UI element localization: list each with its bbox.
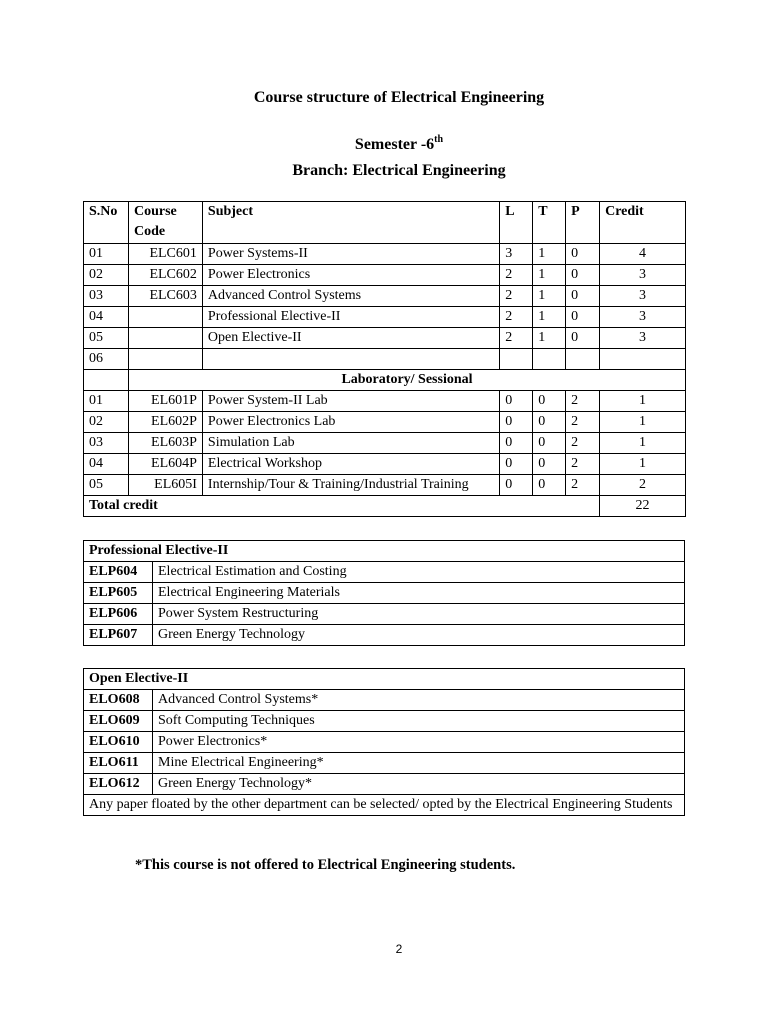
cell-code [128,307,202,328]
theory-row [84,349,686,370]
cell-credit: 3 [600,286,686,307]
cell-t: 1 [533,307,566,328]
cell-t: 0 [533,391,566,412]
professional-elective-rows [84,562,685,646]
open-elective-table [83,668,685,816]
cell-credit: 4 [600,244,686,265]
course-table [83,201,686,517]
lab-row [84,433,686,454]
theory-row [84,244,686,265]
cell-sno: 02 [84,412,129,433]
cell-l: 0 [500,475,533,496]
header-sno: S.No [84,202,129,244]
elective-row [84,583,685,604]
cell-credit: 3 [600,265,686,286]
page-title: Course structure of Electrical Engineering [253,89,545,106]
elective-row [84,690,685,711]
elective-row [84,711,685,732]
cell-credit [600,349,686,370]
cell-t: 1 [533,265,566,286]
elective-code: ELP604 [84,562,153,583]
open-elective-footer: Any paper floated by the other department can be selected/ opted by the Electrical Engineering Students [84,795,685,816]
cell-p: 2 [566,454,600,475]
elective-name: Electrical Estimation and Costing [153,562,685,583]
cell-t [533,349,566,370]
header-code-line-2: Code [133,224,166,239]
elective-code: ELO610 [84,732,153,753]
total-credit-label: Total credit [84,496,600,517]
cell-subject: Power System-II Lab [202,391,499,412]
cell-l: 0 [500,391,533,412]
elective-row [84,753,685,774]
lab-heading: Laboratory/ Sessional [128,370,685,391]
cell-credit: 1 [600,412,686,433]
cell-p: 0 [566,286,600,307]
total-credit-value: 22 [600,496,686,517]
cell-sno: 01 [84,244,129,265]
theory-row [84,328,686,349]
header-t: T [533,202,566,244]
elective-code: ELO609 [84,711,153,732]
cell-code: EL602P [128,412,202,433]
lab-row [84,412,686,433]
cell-l: 0 [500,454,533,475]
cell-p [566,349,600,370]
cell-sno: 04 [84,454,129,475]
cell-code: ELC603 [128,286,202,307]
cell-l: 2 [500,265,533,286]
cell-subject: Power Electronics Lab [202,412,499,433]
cell-t: 0 [533,412,566,433]
cell-code: ELC602 [128,265,202,286]
elective-row [84,562,685,583]
cell-code [128,349,202,370]
elective-name: Green Energy Technology* [153,774,685,795]
cell-code: EL601P [128,391,202,412]
elective-name: Power Electronics* [153,732,685,753]
open-elective-heading: Open Elective-II [84,669,685,690]
cell-p: 0 [566,244,600,265]
cell-subject [202,349,499,370]
cell-subject: Electrical Workshop [202,454,499,475]
lab-rows [84,391,686,496]
cell-t: 1 [533,286,566,307]
cell-p: 2 [566,391,600,412]
cell-credit: 3 [600,328,686,349]
cell-subject: Internship/Tour & Training/Industrial Training [202,475,499,496]
cell-code: ELC601 [128,244,202,265]
cell-l: 2 [500,286,533,307]
cell-code: EL604P [128,454,202,475]
elective-name: Electrical Engineering Materials [153,583,685,604]
cell-sno: 04 [84,307,129,328]
semester-superscript: th [434,133,444,145]
table-header-row [84,202,686,244]
cell-l: 3 [500,244,533,265]
cell-subject: Power Systems-II [202,244,499,265]
lab-row [84,391,686,412]
elective-name: Green Energy Technology [153,625,685,646]
cell-credit: 2 [600,475,686,496]
elective-code: ELP605 [84,583,153,604]
open-elective-footer-row [84,795,685,816]
elective-code: ELP607 [84,625,153,646]
header-code-line-1: Course [133,204,177,219]
cell-credit: 1 [600,454,686,475]
cell-p: 0 [566,265,600,286]
theory-rows [84,244,686,370]
cell-code: EL603P [128,433,202,454]
elective-name: Power System Restructuring [153,604,685,625]
cell-subject: Simulation Lab [202,433,499,454]
cell-p: 2 [566,433,600,454]
header-p: P [566,202,600,244]
cell-sno: 06 [84,349,129,370]
elective-code: ELO608 [84,690,153,711]
elective-code: ELO611 [84,753,153,774]
cell-sno: 03 [84,286,129,307]
cell-l: 2 [500,328,533,349]
branch-heading: Branch: Electrical Engineering [292,162,506,179]
professional-elective-heading-row [84,541,685,562]
cell-l: 0 [500,412,533,433]
open-elective-rows [84,690,685,795]
semester-label: Semester -6 [354,136,435,153]
cell-t: 1 [533,328,566,349]
header-l: L [500,202,533,244]
cell-l [500,349,533,370]
cell-sno: 05 [84,475,129,496]
theory-row [84,307,686,328]
elective-row [84,625,685,646]
elective-row [84,774,685,795]
footnote: *This course is not offered to Electrical Engineering students. [135,857,516,873]
header-subject: Subject [202,202,499,244]
cell-code: EL605I [128,475,202,496]
cell-t: 1 [533,244,566,265]
cell-p: 0 [566,328,600,349]
cell-l: 2 [500,307,533,328]
header-course-code [128,202,202,244]
cell-p: 2 [566,412,600,433]
theory-row [84,286,686,307]
professional-elective-heading: Professional Elective-II [84,541,685,562]
cell-sno: 03 [84,433,129,454]
cell-p: 2 [566,475,600,496]
cell-t: 0 [533,454,566,475]
lab-row [84,454,686,475]
cell-p: 0 [566,307,600,328]
semester-heading [0,133,768,154]
cell-subject: Open Elective-II [202,328,499,349]
elective-code: ELO612 [84,774,153,795]
cell-credit: 3 [600,307,686,328]
cell-t: 0 [533,433,566,454]
lab-heading-row [84,370,686,391]
total-credit-row [84,496,686,517]
cell-sno: 02 [84,265,129,286]
elective-row [84,604,685,625]
elective-name: Mine Electrical Engineering* [153,753,685,774]
page-number: 2 [395,942,403,956]
cell-subject: Advanced Control Systems [202,286,499,307]
cell-credit: 1 [600,433,686,454]
cell-subject: Power Electronics [202,265,499,286]
header-credit: Credit [600,202,686,244]
elective-row [84,732,685,753]
cell-credit: 1 [600,391,686,412]
professional-elective-table [83,540,685,646]
cell-t: 0 [533,475,566,496]
cell-sno: 01 [84,391,129,412]
open-elective-heading-row [84,669,685,690]
elective-name: Soft Computing Techniques [153,711,685,732]
lab-row [84,475,686,496]
elective-code: ELP606 [84,604,153,625]
elective-name: Advanced Control Systems* [153,690,685,711]
cell-l: 0 [500,433,533,454]
theory-row [84,265,686,286]
cell-sno: 05 [84,328,129,349]
cell-code [128,328,202,349]
lab-heading-blank [84,370,129,391]
cell-subject: Professional Elective-II [202,307,499,328]
